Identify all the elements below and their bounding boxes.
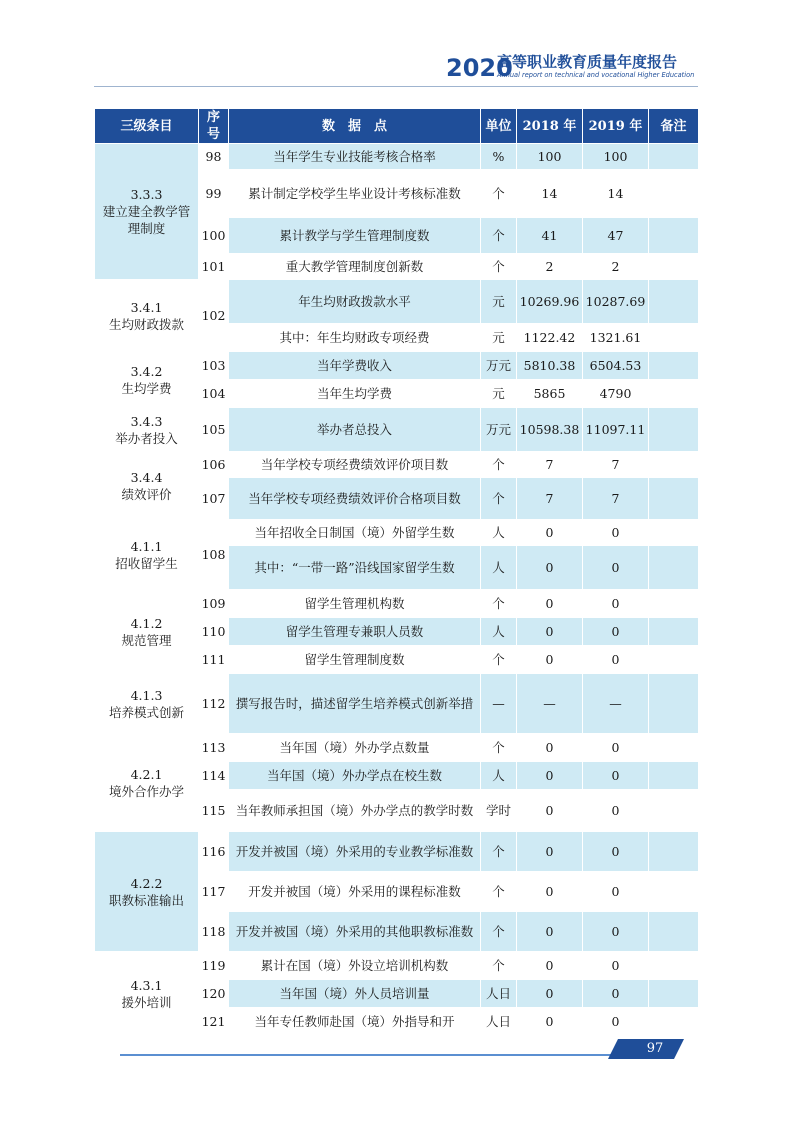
category-cell: 3.3.3 建立建全教学管理制度: [95, 144, 199, 280]
remark-cell: [649, 832, 699, 872]
value-2019: 0: [583, 546, 649, 590]
data-point: 留学生管理机构数: [229, 590, 481, 618]
row-number: 105: [199, 408, 229, 452]
category-cell: 3.4.3 举办者投入: [95, 408, 199, 452]
unit-cell: 人: [481, 546, 517, 590]
value-2018: 0: [517, 1008, 583, 1036]
table-row: [95, 520, 699, 546]
footer-line: [120, 1054, 630, 1056]
value-2018: 7: [517, 478, 583, 520]
table-row: [95, 590, 699, 618]
col-header: 三级条目: [95, 109, 199, 144]
value-2018: 2: [517, 254, 583, 280]
row-number: 113: [199, 734, 229, 762]
remark-cell: [649, 452, 699, 478]
data-point: 开发并被国（境）外采用的课程标准数: [229, 872, 481, 912]
table-row: [95, 452, 699, 478]
value-2018: 0: [517, 832, 583, 872]
col-header: 序号: [199, 109, 229, 144]
row-number: 106: [199, 452, 229, 478]
header-divider: [94, 86, 698, 87]
value-2018: 0: [517, 520, 583, 546]
value-2019: 10287.69: [583, 280, 649, 324]
row-number: 116: [199, 832, 229, 872]
category-cell: 4.2.2 职教标准输出: [95, 832, 199, 952]
remark-cell: [649, 646, 699, 674]
category-cell: 4.1.2 规范管理: [95, 590, 199, 674]
remark-cell: [649, 144, 699, 170]
data-point: 当年招收全日制国（境）外留学生数: [229, 520, 481, 546]
table-row: [95, 674, 699, 734]
row-number: 107: [199, 478, 229, 520]
value-2019: 1321.61: [583, 324, 649, 352]
value-2019: 47: [583, 218, 649, 254]
value-2018: 0: [517, 872, 583, 912]
row-number: 99: [199, 170, 229, 218]
row-number: 98: [199, 144, 229, 170]
row-number: 117: [199, 872, 229, 912]
category-cell: 4.3.1 援外培训: [95, 952, 199, 1036]
value-2019: 0: [583, 790, 649, 832]
remark-cell: [649, 734, 699, 762]
data-point: 当年国（境）外人员培训量: [229, 980, 481, 1008]
unit-cell: 个: [481, 646, 517, 674]
value-2019: 0: [583, 952, 649, 980]
page-number: 97: [646, 1041, 664, 1056]
report-year: 2020: [446, 54, 513, 82]
value-2018: 5810.38: [517, 352, 583, 380]
row-number: 118: [199, 912, 229, 952]
remark-cell: [649, 762, 699, 790]
value-2018: 10269.96: [517, 280, 583, 324]
value-2018: 0: [517, 618, 583, 646]
row-number: 100: [199, 218, 229, 254]
value-2019: 0: [583, 872, 649, 912]
remark-cell: [649, 618, 699, 646]
unit-cell: 个: [481, 452, 517, 478]
data-point: 当年专任教师赴国（境）外指导和开: [229, 1008, 481, 1036]
row-number: 112: [199, 674, 229, 734]
row-number: 120: [199, 980, 229, 1008]
unit-cell: 人: [481, 618, 517, 646]
table-row: [95, 408, 699, 452]
col-header: 2018 年: [517, 109, 583, 144]
category-cell: 3.4.4 绩效评价: [95, 452, 199, 520]
col-header: 2019 年: [583, 109, 649, 144]
unit-cell: 个: [481, 478, 517, 520]
value-2018: —: [517, 674, 583, 734]
data-point: 当年学生专业技能考核合格率: [229, 144, 481, 170]
value-2019: 7: [583, 478, 649, 520]
unit-cell: 万元: [481, 408, 517, 452]
data-point: 留学生管理制度数: [229, 646, 481, 674]
unit-cell: —: [481, 674, 517, 734]
value-2018: 1122.42: [517, 324, 583, 352]
unit-cell: 元: [481, 280, 517, 324]
row-number: 111: [199, 646, 229, 674]
value-2019: 0: [583, 520, 649, 546]
row-number: 121: [199, 1008, 229, 1036]
value-2019: 0: [583, 590, 649, 618]
unit-cell: 万元: [481, 352, 517, 380]
remark-cell: [649, 952, 699, 980]
value-2019: 11097.11: [583, 408, 649, 452]
remark-cell: [649, 520, 699, 546]
col-header: 数 据 点: [229, 109, 481, 144]
value-2018: 0: [517, 546, 583, 590]
value-2018: 7: [517, 452, 583, 478]
remark-cell: [649, 478, 699, 520]
value-2019: 0: [583, 832, 649, 872]
unit-cell: 个: [481, 832, 517, 872]
remark-cell: [649, 1008, 699, 1036]
value-2018: 0: [517, 952, 583, 980]
unit-cell: 人日: [481, 1008, 517, 1036]
data-point: 当年教师承担国（境）外办学点的教学时数: [229, 790, 481, 832]
data-point: 其中：年生均财政专项经费: [229, 324, 481, 352]
data-point: 开发并被国（境）外采用的专业教学标准数: [229, 832, 481, 872]
unit-cell: 个: [481, 734, 517, 762]
data-table: [94, 108, 699, 1036]
data-point: 当年国（境）外办学点在校生数: [229, 762, 481, 790]
value-2018: 0: [517, 762, 583, 790]
table-row: [95, 832, 699, 872]
remark-cell: [649, 590, 699, 618]
data-point: 累计制定学校学生毕业设计考核标准数: [229, 170, 481, 218]
remark-cell: [649, 408, 699, 452]
data-point: 当年生均学费: [229, 380, 481, 408]
remark-cell: [649, 380, 699, 408]
value-2018: 41: [517, 218, 583, 254]
remark-cell: [649, 254, 699, 280]
unit-cell: 人: [481, 520, 517, 546]
category-cell: 4.1.1 招收留学生: [95, 520, 199, 590]
row-number: 101: [199, 254, 229, 280]
value-2018: 0: [517, 590, 583, 618]
row-number: 104: [199, 380, 229, 408]
data-point: 累计教学与学生管理制度数: [229, 218, 481, 254]
value-2019: 0: [583, 762, 649, 790]
row-number: 115: [199, 790, 229, 832]
unit-cell: 人日: [481, 980, 517, 1008]
unit-cell: %: [481, 144, 517, 170]
value-2018: 100: [517, 144, 583, 170]
unit-cell: 个: [481, 872, 517, 912]
table-header-row: [95, 109, 699, 144]
remark-cell: [649, 872, 699, 912]
remark-cell: [649, 980, 699, 1008]
value-2019: 0: [583, 1008, 649, 1036]
data-point: 当年国（境）外办学点数量: [229, 734, 481, 762]
value-2019: 0: [583, 646, 649, 674]
unit-cell: 人: [481, 762, 517, 790]
value-2018: 0: [517, 646, 583, 674]
value-2019: 6504.53: [583, 352, 649, 380]
table-row: [95, 952, 699, 980]
category-cell: 3.4.1 生均财政拨款: [95, 280, 199, 352]
col-header: 备注: [649, 109, 699, 144]
table-row: [95, 280, 699, 324]
report-title: 高等职业教育质量年度报告: [497, 53, 678, 71]
remark-cell: [649, 912, 699, 952]
data-point: 年生均财政拨款水平: [229, 280, 481, 324]
remark-cell: [649, 218, 699, 254]
category-cell: 3.4.2 生均学费: [95, 352, 199, 408]
category-cell: 4.1.3 培养模式创新: [95, 674, 199, 734]
value-2019: 0: [583, 912, 649, 952]
remark-cell: [649, 546, 699, 590]
row-number: 114: [199, 762, 229, 790]
value-2019: 14: [583, 170, 649, 218]
data-point: 当年学费收入: [229, 352, 481, 380]
unit-cell: 元: [481, 324, 517, 352]
report-subtitle: Annual report on technical and vocational Higher Education: [497, 71, 695, 79]
unit-cell: 个: [481, 170, 517, 218]
row-number: 119: [199, 952, 229, 980]
data-point: 撰写报告时，描述留学生培养模式创新举措: [229, 674, 481, 734]
data-point: 留学生管理专兼职人员数: [229, 618, 481, 646]
value-2019: —: [583, 674, 649, 734]
value-2018: 10598.38: [517, 408, 583, 452]
remark-cell: [649, 352, 699, 380]
remark-cell: [649, 170, 699, 218]
data-point: 当年学校专项经费绩效评价项目数: [229, 452, 481, 478]
col-header: 单位: [481, 109, 517, 144]
value-2019: 100: [583, 144, 649, 170]
table-row: [95, 144, 699, 170]
row-number: 110: [199, 618, 229, 646]
unit-cell: 个: [481, 952, 517, 980]
value-2019: 0: [583, 734, 649, 762]
value-2019: 4790: [583, 380, 649, 408]
data-point: 当年学校专项经费绩效评价合格项目数: [229, 478, 481, 520]
value-2019: 7: [583, 452, 649, 478]
row-number: 109: [199, 590, 229, 618]
unit-cell: 个: [481, 254, 517, 280]
row-number: 108: [199, 520, 229, 590]
value-2019: 0: [583, 618, 649, 646]
value-2019: 0: [583, 980, 649, 1008]
unit-cell: 元: [481, 380, 517, 408]
value-2018: 0: [517, 980, 583, 1008]
unit-cell: 学时: [481, 790, 517, 832]
table-row: [95, 734, 699, 762]
row-number: 102: [199, 280, 229, 352]
value-2019: 2: [583, 254, 649, 280]
value-2018: 0: [517, 790, 583, 832]
remark-cell: [649, 674, 699, 734]
data-point: 累计在国（境）外设立培训机构数: [229, 952, 481, 980]
value-2018: 5865: [517, 380, 583, 408]
value-2018: 14: [517, 170, 583, 218]
row-number: 103: [199, 352, 229, 380]
data-point: 重大教学管理制度创新数: [229, 254, 481, 280]
unit-cell: 个: [481, 590, 517, 618]
remark-cell: [649, 324, 699, 352]
table-row: [95, 352, 699, 380]
remark-cell: [649, 280, 699, 324]
remark-cell: [649, 790, 699, 832]
unit-cell: 个: [481, 912, 517, 952]
value-2018: 0: [517, 912, 583, 952]
data-point: 开发并被国（境）外采用的其他职教标准数: [229, 912, 481, 952]
data-point: 举办者总投入: [229, 408, 481, 452]
category-cell: 4.2.1 境外合作办学: [95, 734, 199, 832]
data-point: 其中：“一带一路”沿线国家留学生数: [229, 546, 481, 590]
value-2018: 0: [517, 734, 583, 762]
unit-cell: 个: [481, 218, 517, 254]
